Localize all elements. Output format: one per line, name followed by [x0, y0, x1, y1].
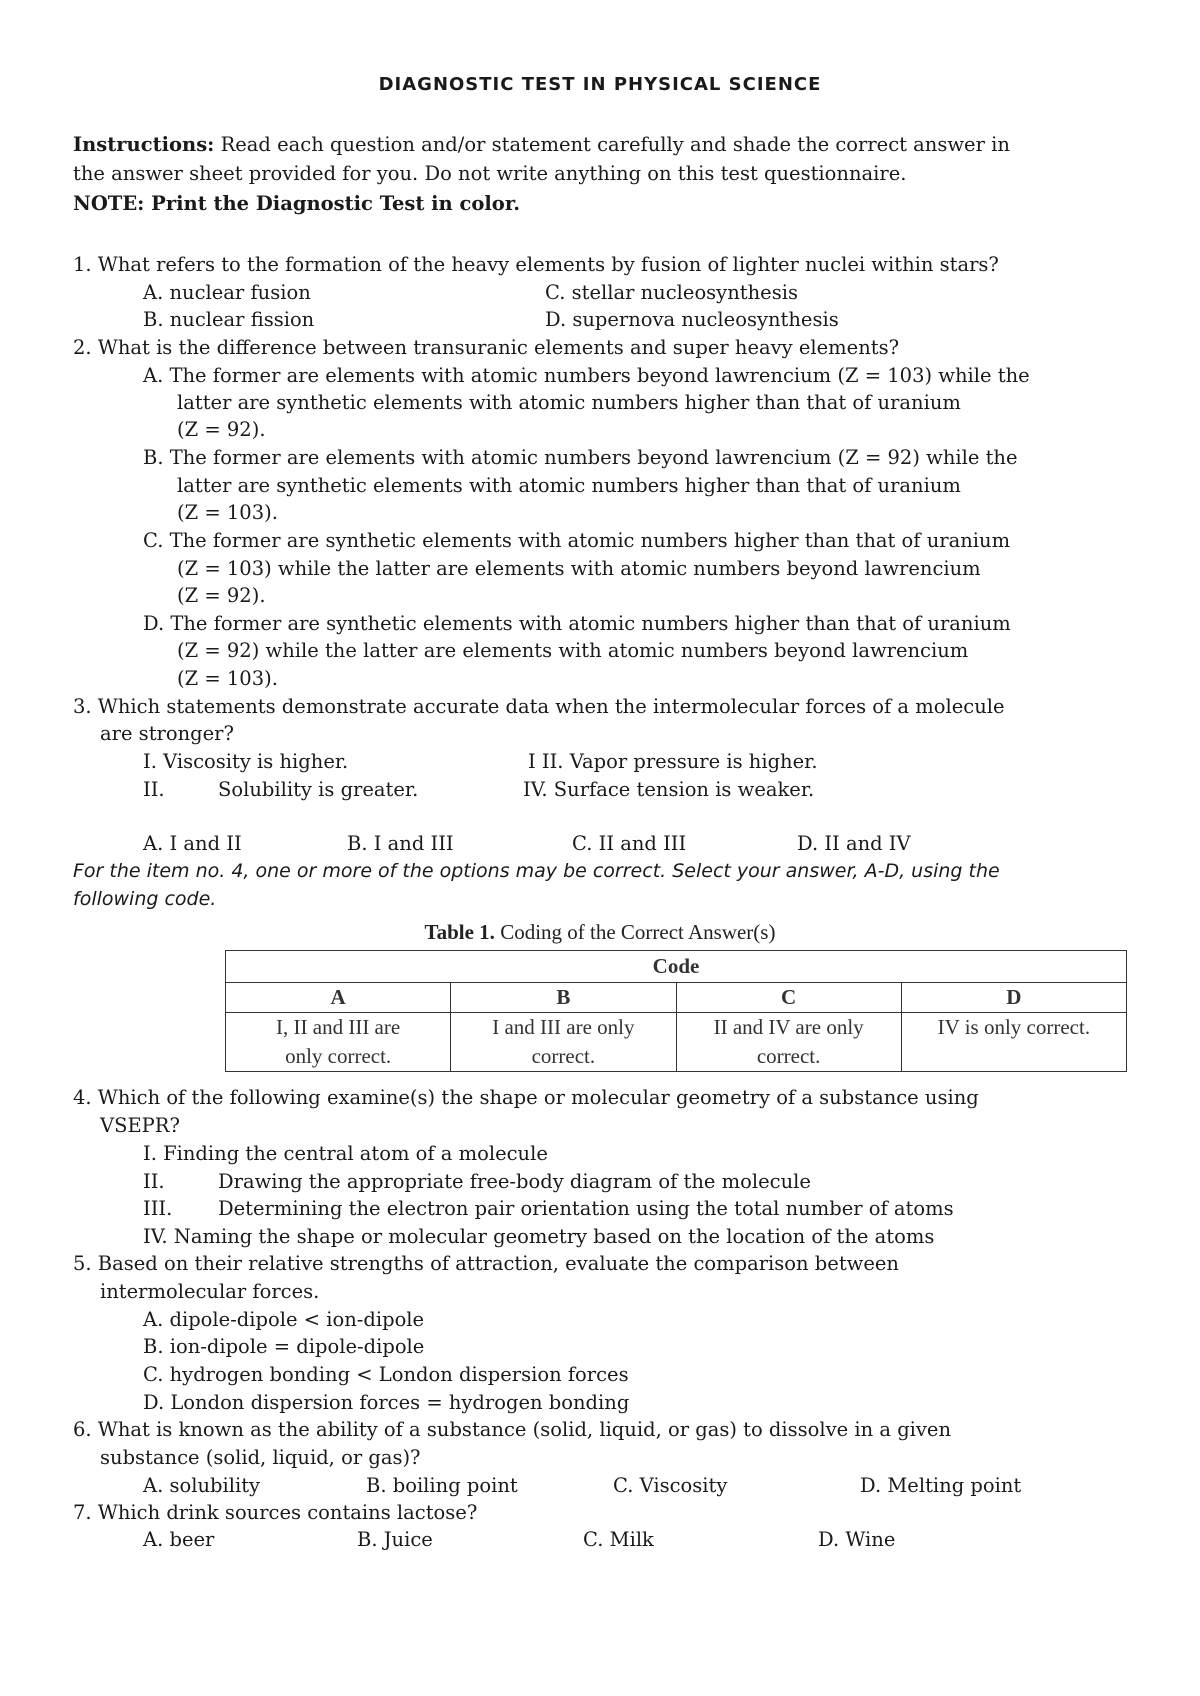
q3-option-a: A. I and II — [143, 832, 242, 855]
table-col-c: C — [676, 983, 901, 1013]
table-col-a: A — [226, 983, 451, 1013]
q3-option-d: D. II and IV — [797, 832, 911, 855]
q3-statement-1: I. Viscosity is higher. — [143, 750, 349, 773]
q3-option-b: B. I and III — [347, 832, 454, 855]
q2-option-a-line2: latter are synthetic elements with atomic numbers higher than that of uranium — [177, 391, 961, 414]
q5-option-b: B. ion-dipole = dipole-dipole — [143, 1335, 425, 1358]
instructions-line2: the answer sheet provided for you. Do not write anything on this test questionnaire. — [73, 162, 907, 185]
q5-stem-line2: intermolecular forces. — [100, 1280, 320, 1303]
q2-option-b-line2: latter are synthetic elements with atomic numbers higher than that of uranium — [177, 474, 961, 497]
q2-option-c-line3: (Z = 92). — [177, 584, 266, 607]
table-cell-c-line1: II and IV are only — [713, 1015, 864, 1039]
q7-option-d: D. Wine — [818, 1528, 896, 1551]
instructions-line1: Read each question and/or statement carefully and shade the correct answer in — [214, 133, 1010, 156]
q5-stem-line1: 5. Based on their relative strengths of attraction, evaluate the comparison between — [73, 1252, 899, 1275]
q6-option-d: D. Melting point — [860, 1474, 1022, 1497]
q3-stem-line1: 3. Which statements demonstrate accurate data when the intermolecular forces of a molecule — [73, 695, 1005, 718]
table-cell-a-line2: only correct. — [285, 1044, 392, 1068]
table-cell-a — [226, 1013, 451, 1072]
q6-option-b: B. boiling point — [366, 1474, 518, 1497]
q2-option-d-line2: (Z = 92) while the latter are elements with atomic numbers beyond lawrencium — [177, 639, 969, 662]
q7-option-c: C. Milk — [583, 1528, 654, 1551]
q3-stem-line2: are stronger? — [100, 722, 234, 745]
q5-option-c: C. hydrogen bonding < London dispersion forces — [143, 1363, 629, 1386]
table-header-code: Code — [226, 951, 1127, 983]
instructions-label: Instructions: — [73, 133, 215, 156]
q2-option-a-line3: (Z = 92). — [177, 418, 266, 441]
table-caption — [0, 920, 1200, 945]
table-cell-b-line2: correct. — [531, 1044, 596, 1068]
q2-option-d-line3: (Z = 103). — [177, 667, 278, 690]
table-col-d: D — [901, 983, 1126, 1013]
q1-option-b: B. nuclear fission — [143, 308, 315, 331]
q2-option-c-line2: (Z = 103) while the latter are elements with atomic numbers beyond lawrencium — [177, 557, 981, 580]
q7-option-a: A. beer — [143, 1528, 215, 1551]
coding-table — [225, 950, 1127, 1072]
q2-option-c-line1: C. The former are synthetic elements with atomic numbers higher than that of uranium — [143, 529, 1011, 552]
q2-option-b-line1: B. The former are elements with atomic numbers beyond lawrencium (Z = 92) while the — [143, 446, 1018, 469]
q2-option-b-line3: (Z = 103). — [177, 501, 278, 524]
instructions — [73, 130, 1133, 188]
q1-option-d: D. supernova nucleosynthesis — [545, 308, 839, 331]
q6-option-a: A. solubility — [143, 1474, 261, 1497]
q2-stem: 2. What is the difference between transuranic elements and super heavy elements? — [73, 336, 900, 359]
table-col-b: B — [451, 983, 676, 1013]
q4-item-3: Determining the electron pair orientation using the total number of atoms — [218, 1197, 954, 1220]
table-cell-c-line2: correct. — [756, 1044, 821, 1068]
q7-stem: 7. Which drink sources contains lactose? — [73, 1501, 478, 1524]
q2-option-a-line1: A. The former are elements with atomic numbers beyond lawrencium (Z = 103) while the — [143, 364, 1030, 387]
document-title: DIAGNOSTIC TEST IN PHYSICAL SCIENCE — [378, 74, 822, 95]
q3-statement-4: IV. Surface tension is weaker. — [523, 778, 815, 801]
q5-option-d: D. London dispersion forces = hydrogen bonding — [143, 1391, 630, 1414]
note: NOTE: Print the Diagnostic Test in color. — [73, 192, 521, 215]
q4-item-2: Drawing the appropriate free-body diagram of the molecule — [218, 1170, 811, 1193]
q5-option-a: A. dipole-dipole < ion-dipole — [143, 1308, 425, 1331]
table-cell-c — [676, 1013, 901, 1072]
q4-stem-line2: VSEPR? — [100, 1114, 180, 1137]
table-cell-b-line1: I and III are only — [492, 1015, 635, 1039]
q6-option-c: C. Viscosity — [613, 1474, 728, 1497]
q4-item-1: I. Finding the central atom of a molecule — [143, 1142, 548, 1165]
table-cell-b — [451, 1013, 676, 1072]
q3-statement-2-number: II. — [143, 778, 165, 801]
q3-statement-3: I II. Vapor pressure is higher. — [528, 750, 818, 773]
table-cell-d-line1: IV is only correct. — [937, 1015, 1091, 1039]
q7-option-b: B. Juice — [357, 1528, 433, 1551]
table-caption-label: Table 1. — [424, 920, 495, 944]
q4-stem-line1: 4. Which of the following examine(s) the shape or molecular geometry of a substance using — [73, 1086, 979, 1109]
q6-stem-line1: 6. What is known as the ability of a substance (solid, liquid, or gas) to dissolve in a given — [73, 1418, 952, 1441]
q4-item-2-number: II. — [143, 1170, 165, 1193]
item4-instruction-line2: following code. — [73, 888, 217, 910]
table-caption-text: Coding of the Correct Answer(s) — [494, 920, 776, 944]
q1-option-a: A. nuclear fusion — [143, 281, 311, 304]
q3-statement-2: Solubility is greater. — [218, 778, 419, 801]
table-cell-a-line1: I, II and III are — [276, 1015, 401, 1039]
q4-item-3-number: III. — [143, 1197, 173, 1220]
q3-option-c: C. II and III — [572, 832, 687, 855]
table-cell-d — [901, 1013, 1126, 1072]
q2-option-d-line1: D. The former are synthetic elements with atomic numbers higher than that of uranium — [143, 612, 1011, 635]
q6-stem-line2: substance (solid, liquid, or gas)? — [100, 1446, 421, 1469]
q4-item-4: IV. Naming the shape or molecular geometry based on the location of the atoms — [143, 1225, 935, 1248]
item4-instruction-line1: For the item no. 4, one or more of the options may be correct. Select your answer, A-D, using the — [73, 860, 1000, 882]
q1-stem: 1. What refers to the formation of the heavy elements by fusion of lighter nuclei within stars? — [73, 253, 999, 276]
q1-option-c: C. stellar nucleosynthesis — [545, 281, 798, 304]
